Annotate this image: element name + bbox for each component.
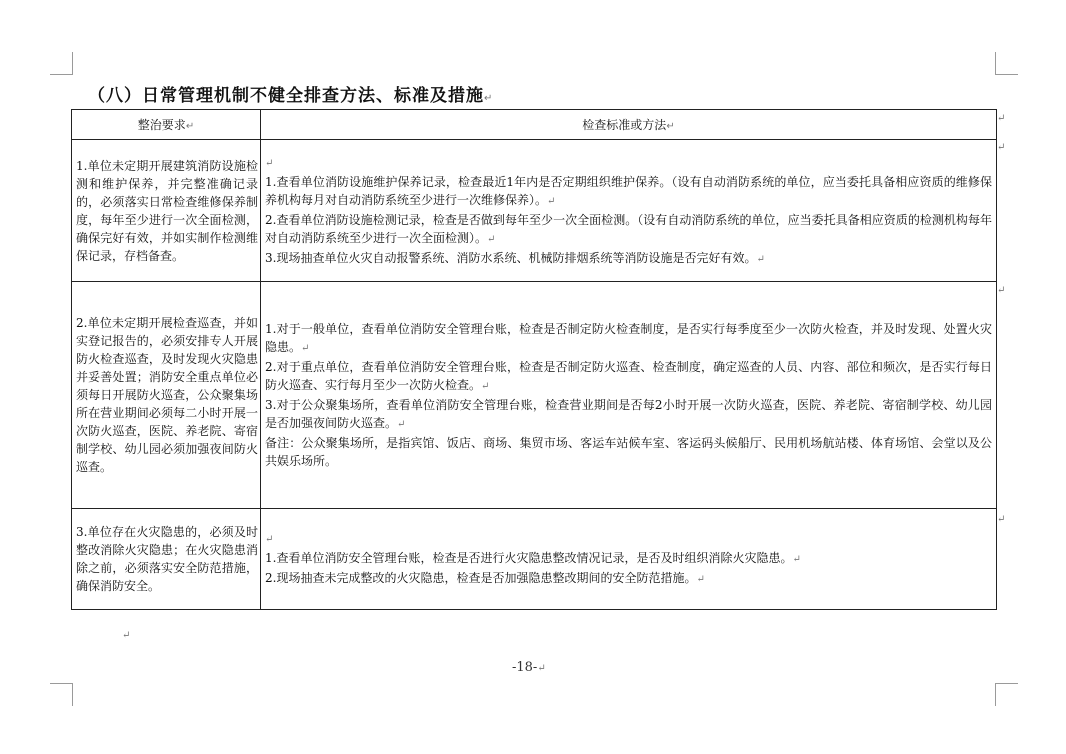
crop-mark-bottom-left: [50, 683, 73, 706]
standard-line: ↵: [265, 534, 274, 545]
standard-line: ↵: [265, 157, 274, 169]
requirement-cell: 3.单位存在火灾隐患的，必须及时整改消除火灾隐患；在火灾隐患消除之前，必须落实安全防范措施，确保消防安全。: [72, 509, 261, 610]
requirement-cell: 1.单位未定期开展建筑消防设施检测和维护保养，并完整准确记录的，必须落实日常检查维修保养制度，每年至少进行一次全面检测，确保完好有效，并如实制作检测维保记录，存档备查。: [72, 140, 261, 282]
crop-mark-top-right: [995, 52, 1018, 75]
page-number: -18-↵: [512, 660, 546, 675]
standard-cell: [261, 509, 997, 610]
standard-line: 2.现场抽查未完成整改的火灾隐患，检查是否加强隐患整改期间的安全防范措施。↵: [265, 571, 705, 585]
standard-line: 1.对于一般单位，查看单位消防安全管理台账，检查是否制定防火检查制度，是否实行每季度至少一次防火检查，并及时发现、处置火灾隐患。↵: [265, 322, 992, 354]
table-row: [72, 509, 997, 610]
row-end-mark: ↵: [997, 285, 1006, 296]
standard-line: 3.对于公众聚集场所，查看单位消防安全管理台账，检查营业期间是否每2小时开展一次防火巡查，医院、养老院、寄宿制学校、幼儿园是否加强夜间防火巡查。↵: [265, 398, 992, 430]
table-header-row: [72, 110, 997, 140]
standard-line: 1.查看单位消防设施维护保养记录，检查最近1年内是否定期组织维护保养。（设有自动消防系统的单位，应当委托具备相应资质的维修保养机构每月对自动消防系统至少进行一次维修保养）。↵: [265, 174, 992, 207]
table-row: [72, 140, 997, 282]
crop-mark-bottom-right: [995, 683, 1018, 706]
standard-line: 2.查看单位消防设施检测记录，检查是否做到每年至少一次全面检测。（设有自动消防系统的单位，应当委托具备相应资质的检测机构每年对自动消防系统至少进行一次全面检测）。↵: [265, 212, 992, 245]
standard-line: 2.对于重点单位，查看单位消防安全管理台账，检查是否制定防火巡查、检查制度，确定巡查的人员、内容、部位和频次，是否实行每日防火巡查、实行每月至少一次防火检查。↵: [265, 360, 992, 392]
row-end-mark: ↵: [997, 514, 1006, 525]
paragraph-mark: ↵: [122, 630, 131, 641]
requirement-cell: 2.单位未定期开展检查巡查，并如实登记报告的，必须安排专人开展防火检查巡查，及时发现火灾隐患并妥善处置；消防安全重点单位必须每日开展防火巡查，公众聚集场所在营业期间必须每二小时开展一次防火巡查，医院、养老院、寄宿制学校、幼儿园必须加强夜间防火巡查。: [72, 282, 261, 509]
section-title: （八）日常管理机制不健全排查方法、标准及措施↵: [88, 86, 494, 106]
standard-line: 1.查看单位消防安全管理台账，检查是否进行火灾隐患整改情况记录，是否及时组织消除火灾隐患。↵: [265, 551, 801, 565]
crop-mark-top-left: [50, 52, 73, 75]
header-standard: 检查标准或方法↵: [261, 110, 997, 140]
inspection-table: [71, 109, 997, 610]
standard-cell: [261, 140, 997, 282]
table-row: [72, 282, 997, 509]
row-end-mark: ↵: [997, 142, 1006, 153]
paragraph-mark: ↵: [484, 93, 494, 104]
standard-line: 3.现场抽查单位火灾自动报警系统、消防水系统、机械防排烟系统等消防设施是否完好有效。↵: [265, 250, 765, 265]
row-end-mark: ↵: [997, 113, 1006, 124]
standard-line: 备注：公众聚集场所，是指宾馆、饭店、商场、集贸市场、客运车站候车室、客运码头候船厅、民用机场航站楼、体育场馆、会堂以及公共娱乐场所。: [265, 436, 992, 468]
header-requirement: 整治要求↵: [72, 110, 261, 140]
standard-cell: [261, 282, 997, 509]
